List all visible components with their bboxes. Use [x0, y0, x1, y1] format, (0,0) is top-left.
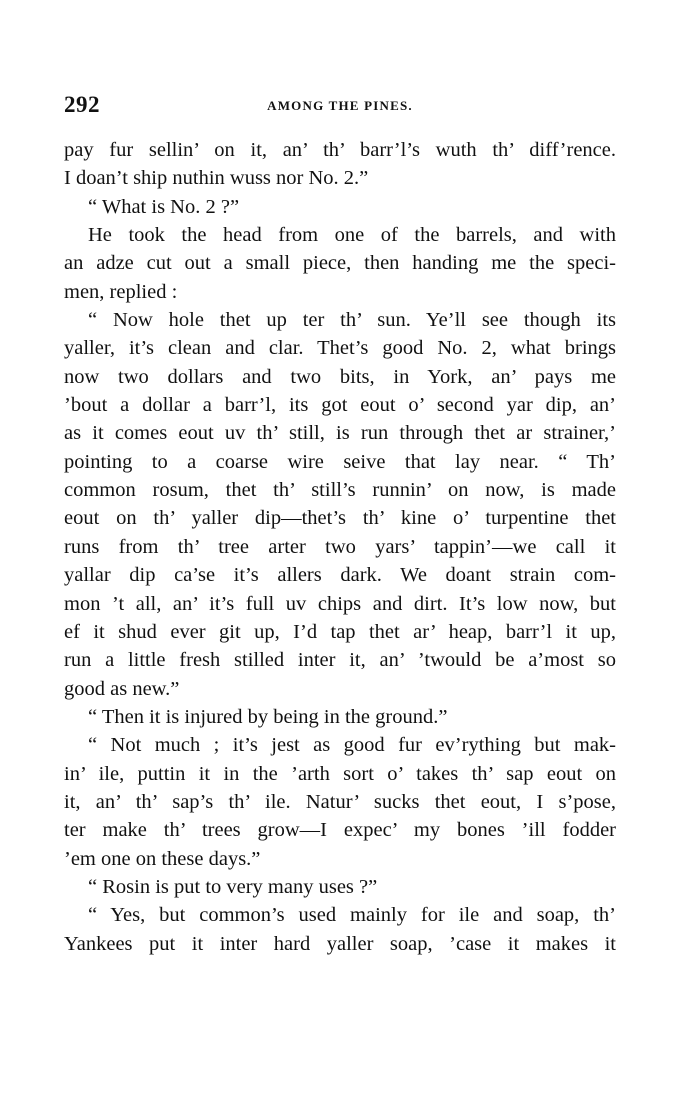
text-line: it, an’ th’ sap’s th’ ile. Natur’ sucks thet eout, I s’pose, [64, 790, 616, 813]
text-line: yallar dip ca’se it’s allers dark. We doant strain com- [64, 564, 616, 587]
text-line: yaller, it’s clean and clar. Thet’s good No. 2, what brings [64, 337, 616, 360]
text-line: mon ’t all, an’ it’s full uv chips and dirt. It’s low now, but [64, 592, 616, 615]
text-line: I doan’t ship nuthin wuss nor No. 2.” [64, 167, 369, 190]
text-line: ef it shud ever git up, I’d tap thet ar’ heap, barr’l it up, [64, 620, 616, 643]
text-line: “ Yes, but common’s used mainly for ile and soap, th’ [88, 904, 616, 927]
text-line: men, replied : [64, 280, 178, 303]
body-text [64, 136, 616, 958]
text-line: now two dollars and two bits, in York, an’ pays me [64, 365, 616, 388]
text-line: an adze cut out a small piece, then handing me the speci- [64, 252, 616, 275]
text-line: common rosum, thet th’ still’s runnin’ on now, is made [64, 479, 616, 502]
text-line: ’em one on these days.” [64, 847, 261, 870]
text-line: “ Rosin is put to very many uses ?” [88, 875, 378, 898]
text-line: He took the head from one of the barrels, and with [88, 224, 616, 247]
text-line: “ Now hole thet up ter th’ sun. Ye’ll see though its [88, 309, 616, 332]
text-line: good as new.” [64, 677, 180, 700]
text-line: Yankees put it inter hard yaller soap, ’case it makes it [64, 932, 616, 955]
running-head [64, 92, 616, 122]
text-line: “ What is No. 2 ?” [88, 195, 240, 218]
running-title: AMONG THE PINES. [267, 98, 413, 113]
text-line: “ Then it is injured by being in the ground.” [88, 705, 448, 728]
text-line: “ Not much ; it’s jest as good fur ev’rything but mak- [88, 734, 616, 757]
text-line: run a little fresh stilled inter it, an’ ’twould be a’most so [64, 649, 616, 672]
page-number: 292 [64, 92, 100, 117]
text-line: runs from th’ tree arter two yars’ tappin’—we call it [64, 535, 616, 558]
text-line: eout on th’ yaller dip—thet’s th’ kine o’ turpentine thet [64, 507, 616, 530]
text-line: pointing to a coarse wire seive that lay near. “ Th’ [64, 450, 616, 473]
text-line: ’bout a dollar a barr’l, its got eout o’ second yar dip, an’ [64, 394, 616, 417]
text-line: as it comes eout uv th’ still, is run through thet ar strainer,’ [64, 422, 616, 445]
text-line: pay fur sellin’ on it, an’ th’ barr’l’s wuth th’ diff’rence. [64, 139, 616, 161]
text-line: in’ ile, puttin it in the ’arth sort o’ takes th’ sap eout on [64, 762, 616, 785]
text-line: ter make th’ trees grow—I expec’ my bones ’ill fodder [64, 819, 616, 842]
